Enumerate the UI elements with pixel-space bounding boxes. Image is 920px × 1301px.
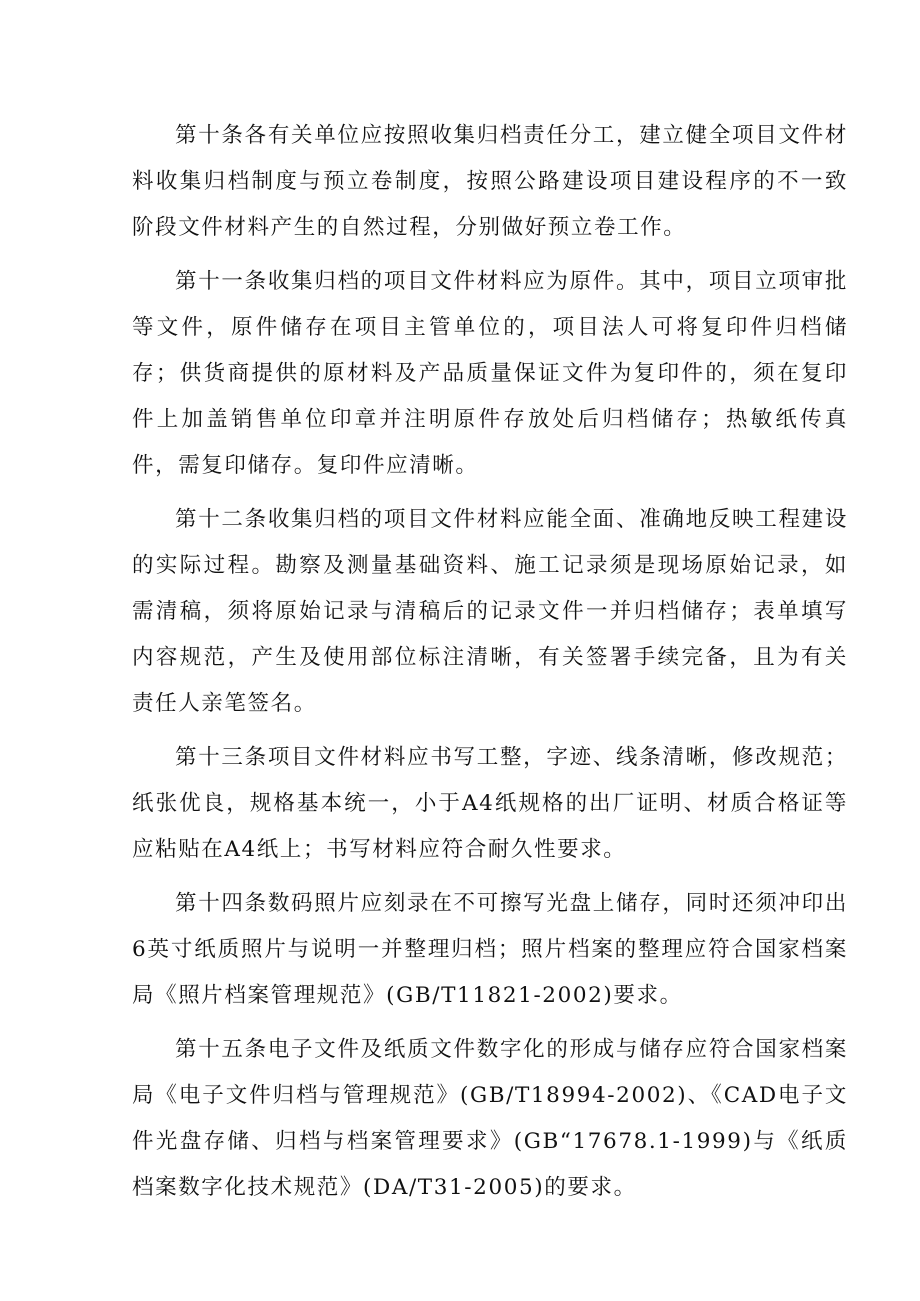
article-15-paragraph: 第十五条电子文件及纸质文件数字化的形成与储存应符合国家档案局《电子文件归档与管理规范》(GB/T18994-2002)、《CAD电子文件光盘存储、归档与档案管理要求》(GB“17678.1-1999)与《纸质档案数字化技术规范》(DA/T31-2005)的要求。 bbox=[132, 1037, 848, 1200]
article-14-paragraph: 第十四条数码照片应刻录在不可擦写光盘上储存，同时还须冲印出6英寸纸质照片与说明一并整理归档；照片档案的整理应符合国家档案局《照片档案管理规范》(GB/T11821-2002)要求。 bbox=[132, 891, 848, 1008]
article-13-paragraph: 第十三条项目文件材料应书写工整，字迹、线条清晰，修改规范；纸张优良，规格基本统一，小于A4纸规格的出厂证明、材质合格证等应粘贴在A4纸上；书写材料应符合耐久性要求。 bbox=[132, 745, 848, 862]
article-10-paragraph: 第十条各有关单位应按照收集归档责任分工，建立健全项目文件材料收集归档制度与预立卷制度，按照公路建设项目建设程序的不一致阶段文件材料产生的自然过程，分别做好预立卷工作。 bbox=[132, 123, 848, 240]
article-11-paragraph: 第十一条收集归档的项目文件材料应为原件。其中，项目立项审批等文件，原件储存在项目主管单位的，项目法人可将复印件归档储存；供货商提供的原材料及产品质量保证文件为复印件的，须在复印件上加盖销售单位印章并注明原件存放处后归档储存；热敏纸传真件，需复印储存。复印件应清晰。 bbox=[132, 269, 848, 478]
article-12-paragraph: 第十二条收集归档的项目文件材料应能全面、准确地反映工程建设的实际过程。勘察及测量基础资料、施工记录须是现场原始记录，如需清稿，须将原始记录与清稿后的记录文件一并归档储存；表单填写内容规范，产生及使用部位标注清晰，有关签署手续完备，且为有关责任人亲笔签名。 bbox=[132, 507, 848, 716]
document-body bbox=[132, 113, 848, 1219]
